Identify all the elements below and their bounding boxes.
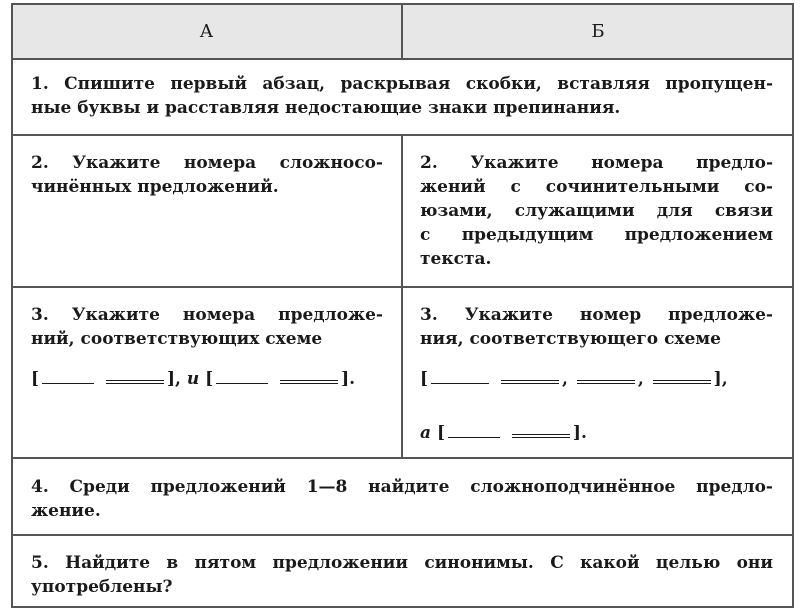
bracket-close: ].	[572, 423, 587, 443]
rule-middle-body	[401, 134, 403, 458]
bracket-open: [	[420, 369, 429, 389]
conjunction: а	[420, 423, 432, 443]
task-1-line: 1. Спишите первый абзац, раскрывая скобки, вставляя пропущен-	[31, 74, 773, 94]
predicate-blank	[280, 380, 338, 384]
subject-blank	[216, 382, 268, 384]
task-5-line: 5. Найдите в пятом предложении синонимы. С какой целью они	[31, 553, 773, 573]
task-3a-line: 3. Укажите номера предложе-	[31, 305, 383, 325]
task-2b-line: с предыдущим предложением	[420, 225, 773, 245]
predicate-blank	[653, 380, 711, 384]
column-b-header: Б	[591, 21, 605, 42]
task-3a	[31, 303, 383, 351]
task-3b-schema-line-2	[420, 423, 587, 443]
predicate-blank	[577, 380, 635, 384]
bracket-open: [	[436, 423, 445, 443]
bracket-close: ],	[713, 369, 728, 389]
bracket-open: [	[31, 369, 40, 389]
rule-bottom	[11, 606, 794, 608]
task-2a	[31, 151, 383, 199]
rule-left	[11, 3, 13, 608]
task-3a-line: ний, соответствующих схеме	[31, 329, 323, 349]
comma: ,	[637, 369, 644, 389]
subject-blank	[42, 382, 94, 384]
predicate-blank	[512, 434, 570, 438]
task-table	[11, 3, 794, 608]
bracket-open: [	[205, 369, 214, 389]
task-1	[31, 72, 773, 120]
task-3b-line: 3. Укажите номер предложе-	[420, 305, 773, 325]
task-2b-line: 2. Укажите номера предло-	[420, 153, 773, 173]
task-4-line: 4. Среди предложений 1—8 найдите сложноподчинённое предло-	[31, 477, 773, 497]
rule-middle-header	[401, 3, 403, 59]
comma: ,	[561, 369, 568, 389]
task-4	[31, 475, 773, 523]
bracket-close: ],	[166, 369, 181, 389]
subject-blank	[448, 436, 500, 438]
task-2b-line: юзами, служащими для связи	[420, 201, 773, 221]
rule-4	[11, 534, 794, 536]
task-2b	[420, 151, 773, 271]
predicate-blank	[501, 380, 559, 384]
task-2a-line: чинённых предложений.	[31, 177, 279, 197]
rule-right	[792, 3, 794, 608]
task-5-line: употреблены?	[31, 577, 173, 597]
task-5	[31, 551, 773, 599]
subject-blank	[431, 382, 489, 384]
predicate-blank	[106, 380, 164, 384]
task-3b	[420, 303, 773, 351]
task-2b-line: жений с сочинительными со-	[420, 177, 773, 197]
task-4-line: жение.	[31, 501, 101, 521]
task-3b-schema-line-1	[420, 369, 728, 389]
conjunction: и	[186, 369, 200, 389]
task-2b-line: текста.	[420, 249, 492, 269]
bracket-close: ].	[341, 369, 356, 389]
task-3a-schema	[31, 369, 355, 389]
task-3b-line: ния, соответствующего схеме	[420, 329, 721, 349]
column-a-header: А	[199, 21, 214, 42]
task-2a-line: 2. Укажите номера сложносо-	[31, 153, 383, 173]
task-1-line: ные буквы и расставляя недостающие знаки препинания.	[31, 98, 621, 118]
